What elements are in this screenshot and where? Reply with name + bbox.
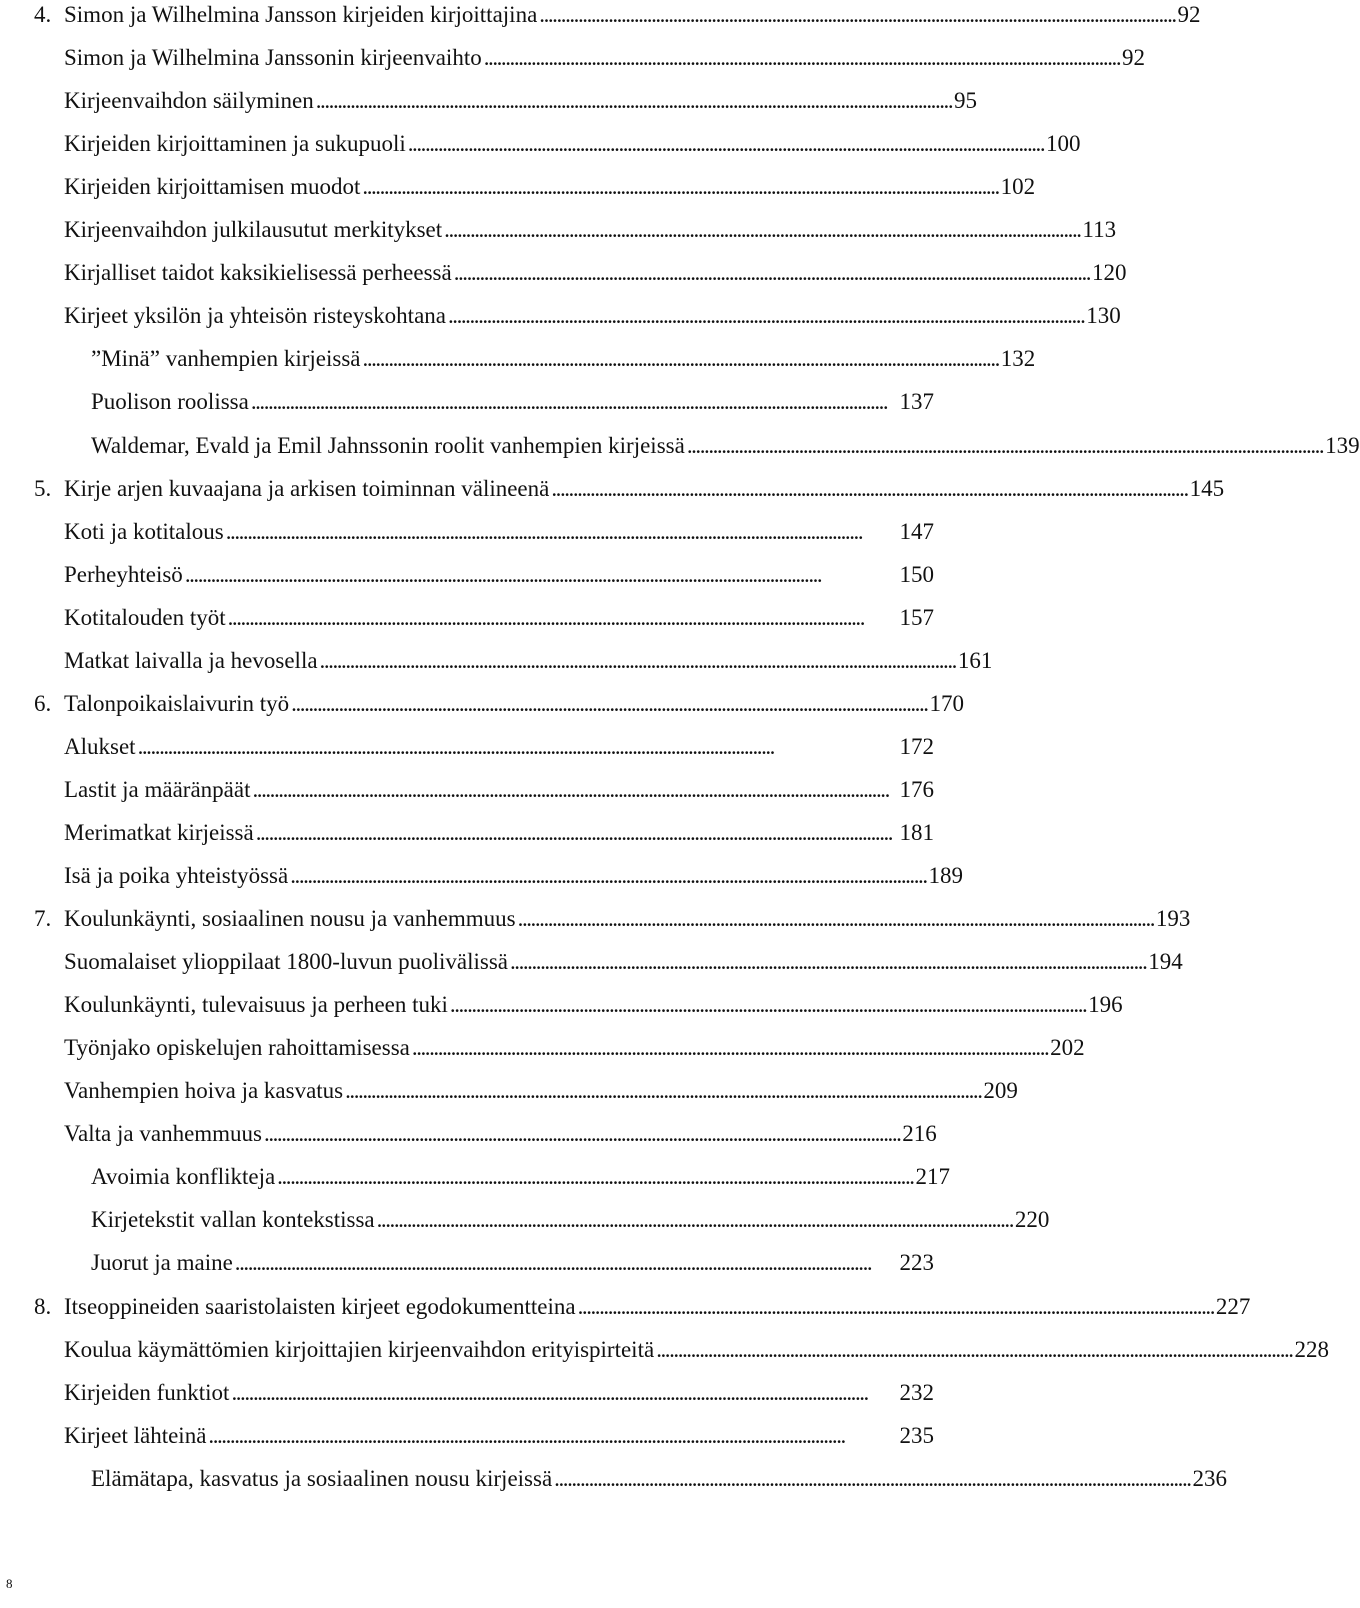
toc-entry (64, 1335, 1329, 1365)
toc-entry (64, 646, 993, 676)
toc-dot-leader (275, 1162, 915, 1192)
toc-entry (34, 0, 1201, 30)
toc-entry-page: 137 (899, 389, 934, 415)
toc-entry-page: 147 (899, 518, 934, 544)
toc-entry (64, 1119, 937, 1149)
toc-entry-number: 7. (34, 906, 52, 932)
toc-entry-page: 95 (954, 88, 978, 114)
toc-entry-page: 235 (899, 1422, 934, 1448)
toc-entry (64, 1076, 1018, 1106)
toc-dot-leader (262, 1119, 902, 1149)
toc-entry-page: 202 (1050, 1035, 1085, 1061)
toc-dot-leader (410, 1033, 1050, 1063)
toc-entry (34, 474, 1225, 504)
toc-entry-title: Alukset (64, 733, 136, 759)
toc-entry-title: Simon ja Wilhelmina Janssonin kirjeenvaihto (64, 45, 482, 71)
toc-dot-leader (654, 1335, 1294, 1365)
toc-entry-title: Avoimia konflikteja (91, 1164, 276, 1190)
toc-entry-title: Puolison roolissa (91, 389, 249, 415)
toc-entry-title: Suomalaiset ylioppilaat 1800-luvun puolivälissä (64, 949, 508, 975)
toc-dot-leader (314, 86, 954, 116)
toc-entry-page: 170 (929, 690, 964, 716)
toc-entry-page: 120 (1091, 260, 1127, 286)
toc-entry (64, 775, 934, 805)
toc-entry-page: 150 (899, 561, 934, 587)
toc-dot-leader (136, 732, 900, 762)
toc-entry-number: 5. (34, 475, 52, 501)
toc-entry (64, 947, 1183, 977)
toc-entry-page: 172 (899, 733, 934, 759)
toc-dot-leader (406, 129, 1046, 159)
toc-dot-leader (552, 1464, 1192, 1494)
toc-dot-leader (318, 646, 958, 676)
toc-dot-leader (229, 1378, 899, 1408)
toc-dot-leader (549, 474, 1189, 504)
toc-entry-title: Kirjeenvaihdon säilyminen (64, 88, 314, 114)
toc-entry-title: Merimatkat kirjeissä (64, 819, 254, 845)
toc-dot-leader (360, 172, 1000, 202)
toc-entry-title: Koulua käymättömien kirjoittajien kirjeenvaihdon erityispirteitä (64, 1336, 655, 1362)
toc-entry-page: 232 (899, 1379, 934, 1405)
toc-entry-page: 209 (983, 1078, 1018, 1104)
toc-dot-leader (183, 560, 900, 590)
toc-entry-title: Talonpoikaislaivurin työ (64, 690, 290, 716)
toc-entry-number: 6. (34, 690, 52, 716)
toc-dot-leader (375, 1205, 1015, 1235)
toc-entry-title: Kirjeiden kirjoittaminen ja sukupuoli (64, 131, 406, 157)
toc-dot-leader (516, 904, 1156, 934)
toc-entry-page: 145 (1189, 475, 1225, 501)
toc-entry (64, 1033, 1085, 1063)
toc-entry-title: Kirjalliset taidot kaksikielisessä perheessä (64, 260, 452, 286)
toc-dot-leader (289, 689, 929, 719)
toc-dot-leader (224, 517, 900, 547)
toc-entry (64, 517, 934, 547)
toc-entry-page: 113 (1082, 217, 1117, 243)
toc-entry-page: 139 (1325, 432, 1360, 458)
toc-entry-title: Elämätapa, kasvatus ja sosiaalinen nousu kirjeissä (91, 1465, 553, 1491)
toc-entry (64, 732, 934, 762)
toc-entry-title: Kirjeiden funktiot (64, 1379, 230, 1405)
toc-dot-leader (288, 861, 928, 891)
toc-entry (64, 86, 978, 116)
toc-entry (64, 129, 1081, 159)
toc-entry (91, 1248, 934, 1278)
toc-entry-title: Itseoppineiden saaristolaisten kirjeet egodokumentteina (64, 1293, 576, 1319)
toc-entry-page: 92 (1121, 45, 1145, 71)
toc-dot-leader (250, 775, 899, 805)
toc-entry (91, 387, 934, 417)
toc-entry-title: Kotitalouden työt (64, 604, 226, 630)
toc-entry-page: 100 (1046, 131, 1081, 157)
toc-entry (64, 258, 1127, 288)
toc-entry-page: 216 (902, 1121, 937, 1147)
toc-entry-title: Koulunkäynti, tulevaisuus ja perheen tuki (64, 992, 448, 1018)
toc-dot-leader (254, 818, 900, 848)
toc-entry-title: Juorut ja maine (91, 1250, 233, 1276)
toc-entry (91, 1205, 1050, 1235)
toc-dot-leader (361, 344, 1001, 374)
toc-dot-leader (685, 431, 1325, 461)
toc-entry-title: Simon ja Wilhelmina Jansson kirjeiden kirjoittajina (64, 2, 538, 27)
toc-entry-title: Perheyhteisö (64, 561, 183, 587)
toc-dot-leader (249, 387, 900, 417)
toc-dot-leader (448, 990, 1088, 1020)
toc-entry-title: Kirjetekstit vallan kontekstissa (91, 1207, 375, 1233)
toc-entry-title: Kirje arjen kuvaajana ja arkisen toiminnan välineenä (64, 475, 550, 501)
toc-entry (64, 1378, 934, 1408)
toc-dot-leader (508, 947, 1148, 977)
toc-entry-page: 92 (1177, 2, 1201, 27)
toc-entry-page: 181 (899, 819, 934, 845)
toc-entry-page: 236 (1192, 1465, 1227, 1491)
toc-entry-page: 223 (899, 1250, 934, 1276)
toc-entry (64, 301, 1121, 331)
toc-entry (64, 172, 1036, 202)
toc-entry (34, 904, 1191, 934)
toc-entry-page: 176 (899, 776, 934, 802)
toc-entry-page: 194 (1148, 949, 1183, 975)
toc-entry-page: 189 (928, 863, 963, 888)
toc-entry (91, 431, 1360, 461)
toc-dot-leader (343, 1076, 983, 1106)
toc-entry (64, 990, 1123, 1020)
toc-entry-number: 8. (34, 1293, 52, 1319)
toc-entry-page: 132 (1000, 346, 1036, 372)
toc-entry-page: 196 (1088, 992, 1123, 1018)
toc-entry (64, 603, 934, 633)
toc-entry-page: 193 (1155, 906, 1191, 932)
toc-dot-leader (206, 1421, 899, 1451)
toc-entry (64, 215, 1117, 245)
toc-entry-title: ”Minä” vanhempien kirjeissä (91, 346, 361, 372)
toc-entry (64, 560, 934, 590)
toc-entry-page: 227 (1215, 1293, 1251, 1319)
toc-entry (91, 1162, 950, 1192)
toc-entry-title: Kirjeet yksilön ja yhteisön risteyskohtana (64, 303, 446, 329)
toc-entry-page: 130 (1086, 303, 1121, 329)
toc-entry (64, 818, 934, 848)
toc-entry-title: Lastit ja määränpäät (64, 776, 251, 802)
toc-entry-title: Waldemar, Evald ja Emil Jahnssonin roolit vanhempien kirjeissä (91, 432, 685, 458)
toc-dot-leader (537, 0, 1177, 30)
toc-entry-page: 228 (1294, 1336, 1329, 1362)
toc-entry-title: Matkat laivalla ja hevosella (64, 647, 318, 673)
toc-dot-leader (442, 215, 1082, 245)
toc-entry-number: 4. (34, 2, 52, 27)
page-number: 8 (6, 1576, 13, 1591)
toc-entry (91, 1464, 1227, 1494)
toc-entry-page: 102 (1000, 174, 1036, 200)
toc-entry-title: Kirjeenvaihdon julkilausutut merkitykset (64, 217, 443, 243)
toc-entry-title: Vanhempien hoiva ja kasvatus (64, 1078, 344, 1104)
toc-entry-title: Koulunkäynti, sosiaalinen nousu ja vanhemmuus (64, 906, 516, 932)
toc-entry-page: 217 (915, 1164, 950, 1190)
toc-entry-title: Kirjeet lähteinä (64, 1422, 207, 1448)
toc-dot-leader (452, 258, 1092, 288)
toc-entry (64, 861, 963, 891)
toc-entry (34, 1292, 1251, 1322)
toc-entry-page: 161 (957, 647, 993, 673)
toc-entry-title: Koti ja kotitalous (64, 518, 224, 544)
toc-dot-leader (576, 1292, 1216, 1322)
toc-dot-leader (226, 603, 900, 633)
toc-entry (91, 344, 1036, 374)
toc-entry (34, 689, 964, 719)
toc-dot-leader (482, 43, 1122, 73)
toc-dot-leader (446, 301, 1086, 331)
toc-dot-leader (233, 1248, 900, 1278)
toc-entry-title: Isä ja poika yhteistyössä (64, 863, 289, 888)
toc-entry (64, 1421, 934, 1451)
toc-entry-title: Valta ja vanhemmuus (64, 1121, 263, 1147)
toc-entry-title: Kirjeiden kirjoittamisen muodot (64, 174, 361, 200)
toc-entry-title: Työnjako opiskelujen rahoittamisessa (64, 1035, 410, 1061)
toc-entry-page: 157 (899, 604, 934, 630)
toc-entry-page: 220 (1014, 1207, 1050, 1233)
toc-entry (64, 43, 1145, 73)
